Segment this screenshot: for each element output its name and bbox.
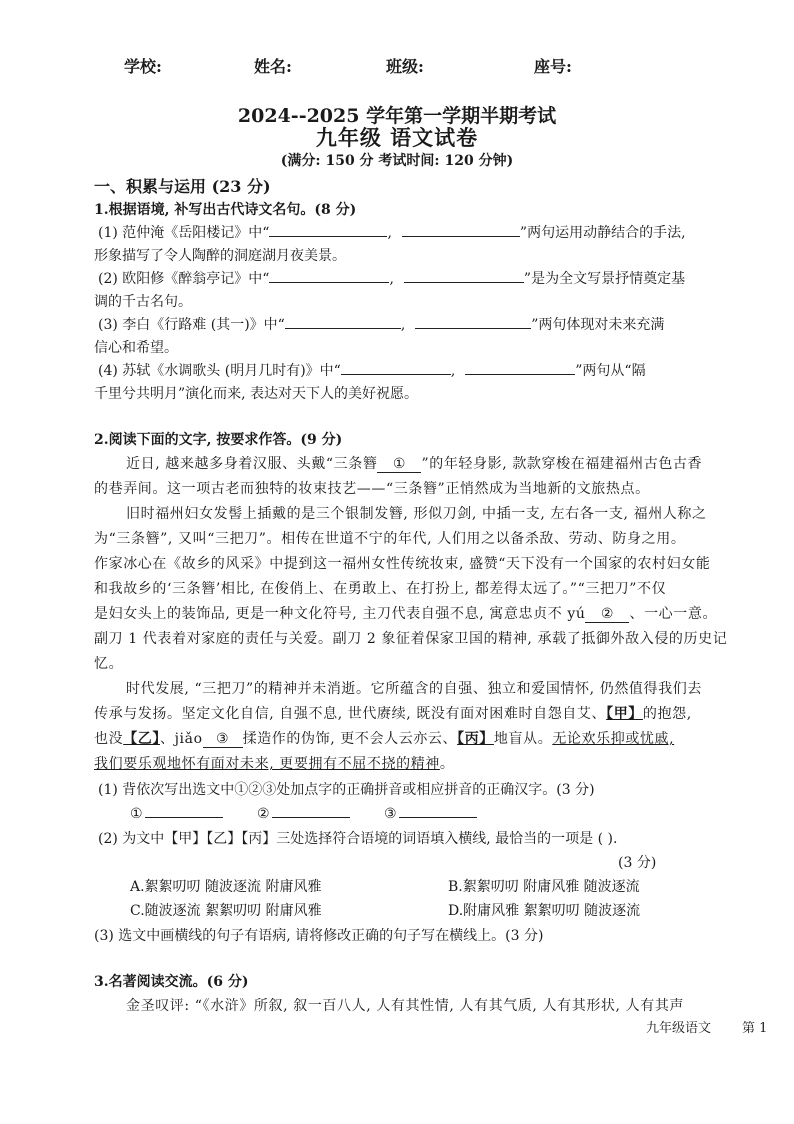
passage-p2-line4: 和我故乡的‘三条簪’相比, 在俊俏上、在勇敢上、在打扮上, 都差得太远了。”“三把刀”不仅 (94, 581, 667, 597)
footer-page-number: 第 1 (742, 1021, 768, 1036)
q1-item-1-text-end: ”两句运用动静结合的手法, (519, 225, 686, 241)
answer-label-3: ③ (384, 806, 397, 822)
underlined-sentence: 无论欢乐抑或忧戚, (552, 731, 675, 747)
passage-text: 近日, 越来越多身着汉服、头戴“三条簪 (126, 456, 378, 472)
q2-sub-1-answers (130, 803, 477, 822)
q1-item-1 (98, 222, 686, 242)
answer-label-1: ① (130, 806, 143, 822)
passage-text: 地盲从。 (493, 731, 553, 747)
question-1-heading: 1.根据语境, 补写出古代诗文名句。(8 分) (94, 202, 357, 218)
passage-text: 、jiǎo (160, 731, 203, 747)
class-label: 班级: (386, 57, 424, 76)
blank-yi[interactable]: 【乙】 (123, 731, 161, 747)
q1-item-4-cont: 千里兮共明月”演化而来, 表达对天下人的美好祝愿。 (94, 386, 419, 402)
q1-item-4-text-end: ”两句从“隔 (575, 363, 646, 379)
q1-item-3 (98, 314, 664, 334)
passage-p2-line5 (94, 603, 717, 623)
passage-p3-line2 (94, 703, 692, 723)
blank-jia[interactable]: 【甲】 (606, 706, 643, 722)
q1-item-3-cont: 信心和希望。 (94, 340, 178, 356)
q2-sub-2-score: (3 分) (618, 855, 657, 871)
q1-item-2-text: (2) 欧阳修《醉翁亭记》中“ (98, 271, 270, 287)
q1-item-3-text: (3) 李白《行路难 (其一)》中“ (98, 317, 285, 333)
passage-p2-line2: 为“三条簪”, 又叫“三把刀”。相传在世道不宁的年代, 人们用之以备杀敌、劳动、防身之用。 (94, 531, 686, 547)
q1-item-1-cont: 形象描写了令人陶醉的洞庭湖月夜美景。 (94, 248, 346, 264)
q1-item-2 (98, 268, 685, 288)
passage-p3-line1: 时代发展, “三把刀”的精神并未消逝。它所蕴含的自强、独立和爱国情怀, 仍然值得我们去 (126, 681, 702, 697)
blank-mark-1[interactable]: ① (377, 456, 421, 473)
q1-item-1-text: (1) 范仲淹《岳阳楼记》中“ (98, 225, 270, 241)
option-c[interactable]: C.随波逐流 絮絮叨叨 附庸风雅 (130, 903, 322, 919)
blank-mark-3[interactable]: ③ (203, 731, 243, 748)
answer-blank[interactable] (285, 314, 401, 329)
answer-blank[interactable] (465, 360, 575, 375)
option-d[interactable]: D.附庸风雅 絮絮叨叨 随波逐流 (448, 903, 641, 919)
passage-text: 传承与发扬。坚定文化自信, 自强不息, 世代赓续, 既没有面对困难时自怨自艾、 (94, 706, 607, 722)
passage-p2-line7: 忆。 (94, 656, 124, 672)
q2-sub-1: (1) 背依次写出选文中①②③处加点字的正确拼音或相应拼音的正确汉字。(3 分) (98, 782, 595, 798)
passage-p2-line3: 作家冰心在《故乡的风采》中提到这一福州女性传统妆束, 盛赞“天下没有一个国家的农村妇女能 (94, 556, 711, 572)
passage-p3-line4 (94, 753, 455, 773)
q2-sub-3: (3) 选文中画横线的句子有语病, 请将修改正确的句子写在横线上。(3 分) (94, 928, 544, 944)
answer-blank[interactable] (415, 314, 531, 329)
answer-blank[interactable] (402, 222, 520, 237)
seat-label: 座号: (534, 57, 572, 76)
option-b[interactable]: B.絮絮叨叨 附庸风雅 随波逐流 (448, 879, 640, 895)
section-heading: 一、积累与运用 (23 分) (94, 177, 271, 196)
underlined-sentence: 我们要乐观地怀有面对未来, 更要拥有不屈不挠的精神 (94, 756, 440, 772)
blank-bing[interactable]: 【丙】 (457, 731, 494, 747)
passage-p1-line2: 的巷弄间。这一项古老而独特的妆束技艺——“三条簪”正悄然成为当地新的文旅热点。 (94, 481, 650, 497)
exam-title-info: (满分: 150 分 考试时间: 120 分钟) (280, 153, 514, 169)
q1-item-2-text-end: ”是为全文写景抒情奠定基 (523, 271, 686, 287)
exam-title-year: 2024--2025 学年第一学期半期考试 (237, 105, 557, 127)
passage-text: 、一心一意。 (629, 606, 718, 622)
blank-mark-2[interactable]: ② (585, 606, 629, 623)
answer-blank[interactable] (145, 803, 223, 818)
passage-text: 也没 (94, 731, 124, 747)
option-a[interactable]: A.絮絮叨叨 随波逐流 附庸风雅 (130, 879, 322, 895)
answer-blank[interactable] (399, 803, 477, 818)
passage-p3-line3 (94, 728, 674, 748)
exam-title-subject: 九年级 语文试卷 (315, 125, 479, 150)
passage-text: 。 (439, 756, 455, 772)
passage-text: 的抱怨, (642, 706, 692, 722)
question-2-heading: 2.阅读下面的文字, 按要求作答。(9 分) (94, 432, 343, 448)
school-label: 学校: (124, 57, 162, 76)
comma: , (400, 317, 406, 333)
answer-blank[interactable] (269, 268, 389, 283)
comma: , (387, 225, 392, 241)
passage-text: ”的年轻身影, 款款穿梭在福建福州古色古香 (421, 456, 703, 472)
footer-label: 九年级语文 (646, 1021, 712, 1036)
passage-p2-line6: 副刀 1 代表着对家庭的责任与关爱。副刀 2 象征着保家卫国的精神, 承载了抵御外敌入侵的历史记 (94, 631, 728, 647)
q1-item-4 (98, 360, 646, 380)
comma: , (389, 271, 394, 287)
q1-item-2-cont: 调的千古名句。 (94, 294, 192, 310)
passage-text: 揉造作的伪饰, 更不会人云亦云、 (242, 731, 458, 747)
answer-blank[interactable] (404, 268, 524, 283)
q2-sub-2: (2) 为文中【甲】【乙】【丙】三处选择符合语境的词语填入横线, 最恰当的一项是 ( ). (98, 831, 618, 847)
q1-item-3-text-end: ”两句体现对未来充满 (531, 317, 665, 333)
name-label: 姓名: (254, 57, 292, 76)
passage-p2-line1: 旧时福州妇女发髻上插戴的是三个银制发簪, 形似刀剑, 中插一支, 左右各一支, 福州人称之 (126, 506, 707, 522)
answer-label-2: ② (257, 806, 270, 822)
passage-p1-line1 (126, 453, 702, 473)
passage-text: 是妇女头上的装饰品, 更是一种文化符号, 主刀代表自强不息, 寓意忠贞不 yú (94, 606, 586, 622)
question-3-heading: 3.名著阅读交流。(6 分) (94, 974, 249, 990)
answer-blank[interactable] (341, 360, 451, 375)
comma: , (450, 363, 456, 379)
answer-blank[interactable] (269, 222, 387, 237)
q1-item-4-text: (4) 苏轼《水调歌头 (明月几时有)》中“ (98, 363, 341, 379)
q3-text-line1: 金圣叹评: “《水浒》所叙, 叙一百八人, 人有其性情, 人有其气质, 人有其形状, 人有其声 (126, 998, 685, 1014)
answer-blank[interactable] (272, 803, 350, 818)
